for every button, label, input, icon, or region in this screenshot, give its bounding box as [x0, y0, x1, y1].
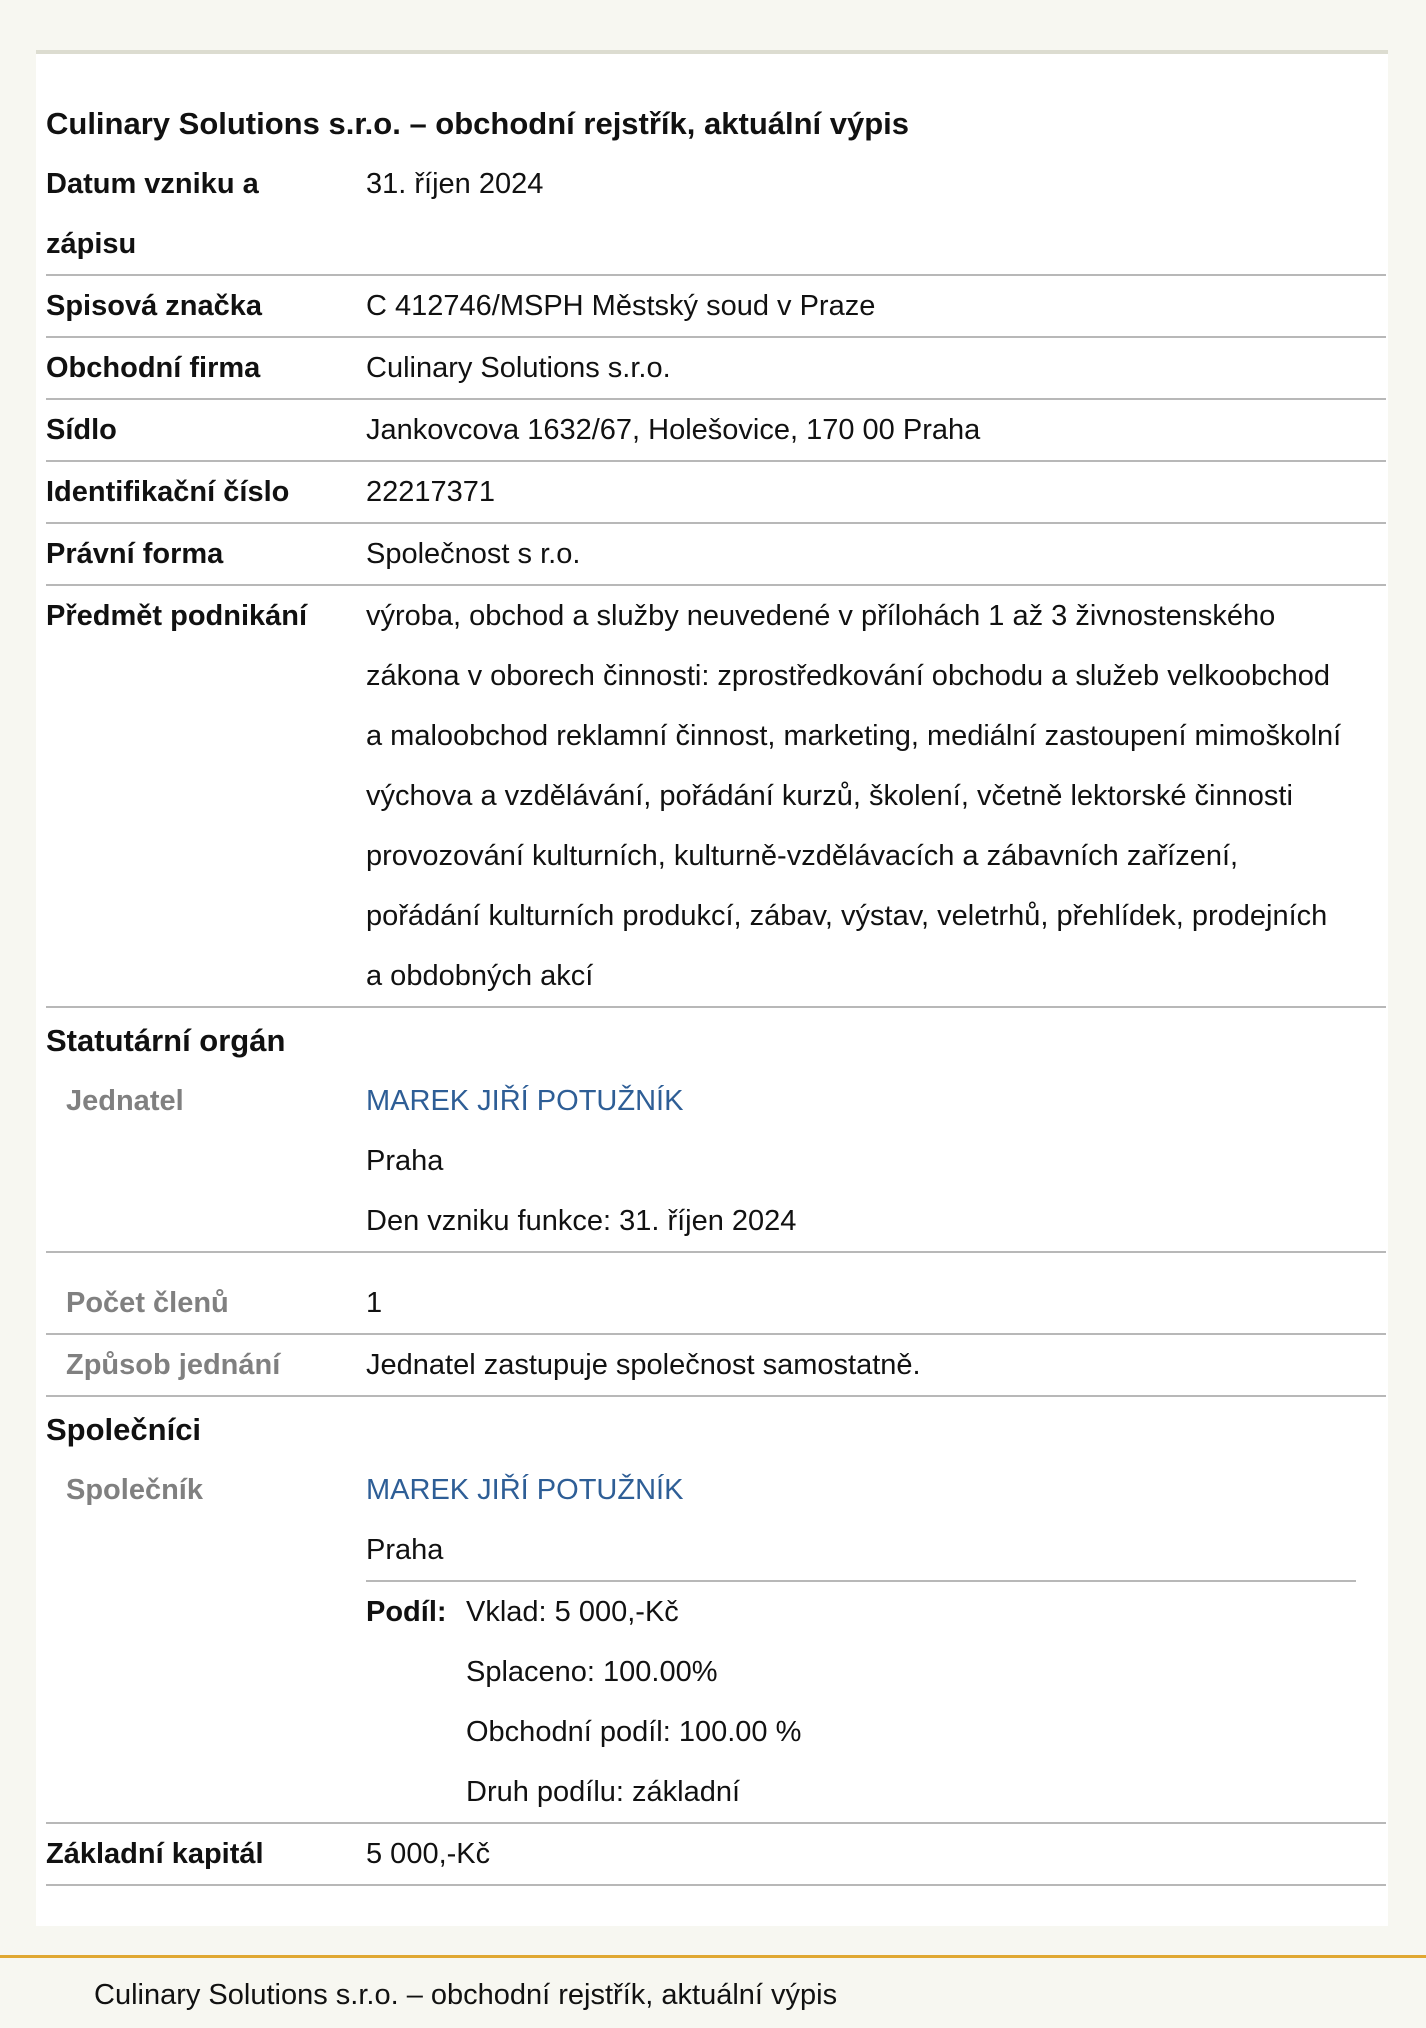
- row-value: Jankovcova 1632/67, Holešovice, 170 00 Praha: [366, 414, 981, 446]
- row-pravni-forma: [46, 524, 1386, 586]
- text-line: a maloobchod reklamní činnost, marketing, mediální zastoupení mimoškolní: [366, 720, 1342, 752]
- row-sidlo: [46, 400, 1386, 462]
- row-label: Základní kapitál: [46, 1838, 264, 1870]
- row-label: Sídlo: [46, 414, 117, 446]
- text-line: pořádání kulturních produkcí, zábav, výstav, veletrhů, přehlídek, prodejních: [366, 900, 1328, 932]
- share-label: Podíl:: [366, 1596, 447, 1628]
- row-zakladni-kapital: [46, 1824, 1386, 1886]
- row-label: Právní forma: [46, 538, 224, 570]
- row-identifikacni-cislo: [46, 462, 1386, 524]
- row-jednatel: [46, 1071, 1386, 1253]
- row-sublabel: Společník: [66, 1474, 203, 1506]
- person-link[interactable]: MAREK JIŘÍ POTUŽNÍK: [366, 1085, 684, 1117]
- row-value: 31. říjen 2024: [366, 168, 544, 200]
- text-line: výchova a vzdělávání, pořádání kurzů, školení, včetně lektorské činnosti: [366, 780, 1293, 812]
- row-label: Obchodní firma: [46, 352, 261, 384]
- text-line: provozování kulturních, kulturně-vzdělávacích a zábavních zařízení,: [366, 840, 1239, 872]
- share-druh: Druh podílu: základní: [466, 1776, 741, 1808]
- row-obchodni-firma: [46, 338, 1386, 400]
- share-obchodni-podil: Obchodní podíl: 100.00 %: [466, 1716, 802, 1748]
- document-title: Culinary Solutions s.r.o. – obchodní rejstřík, aktuální výpis: [46, 106, 910, 141]
- row-value: 22217371: [366, 476, 496, 508]
- label-line: zápisu: [46, 228, 137, 260]
- row-value: [366, 586, 1386, 1006]
- row-value: 1: [366, 1287, 383, 1319]
- section-heading-spolecnici: Společníci: [46, 1412, 202, 1447]
- row-value: [366, 1460, 1386, 1822]
- row-sublabel: Způsob jednání: [66, 1349, 281, 1381]
- person-city: Praha: [366, 1145, 444, 1177]
- row-sublabel: Jednatel: [66, 1085, 184, 1117]
- share-values: [466, 1582, 801, 1822]
- row-label: Předmět podnikání: [46, 600, 308, 632]
- row-value: Jednatel zastupuje společnost samostatně.: [366, 1349, 921, 1381]
- share-vklad: Vklad: 5 000,-Kč: [466, 1596, 679, 1628]
- row-value: Společnost s r.o.: [366, 538, 581, 570]
- row-label: Identifikační číslo: [46, 476, 290, 508]
- row-label: [46, 154, 366, 274]
- row-predmet-podnikani: [46, 586, 1386, 1008]
- row-label: Spisová značka: [46, 290, 262, 322]
- row-pocet-clenu: [46, 1253, 1386, 1335]
- row-value: 5 000,-Kč: [366, 1838, 491, 1870]
- person-link[interactable]: MAREK JIŘÍ POTUŽNÍK: [366, 1474, 684, 1506]
- function-since: Den vzniku funkce: 31. říjen 2024: [366, 1205, 797, 1237]
- share-splaceno: Splaceno: 100.00%: [466, 1656, 718, 1688]
- text-line: výroba, obchod a služby neuvedené v přílohách 1 až 3 živnostenského: [366, 600, 1276, 632]
- row-datum-vzniku: [46, 154, 1386, 276]
- row-sublabel: Počet členů: [66, 1287, 229, 1319]
- row-spisova-znacka: [46, 276, 1386, 338]
- text-line: a obdobných akcí: [366, 960, 594, 992]
- register-extract: [46, 94, 1386, 1886]
- share-details: [366, 1582, 1386, 1822]
- row-zpusob-jednani: [46, 1335, 1386, 1397]
- row-value: C 412746/MSPH Městský soud v Praze: [366, 290, 876, 322]
- row-spolecnik: [46, 1460, 1386, 1824]
- label-line: Datum vzniku a: [46, 168, 259, 200]
- row-value: [366, 1071, 1386, 1251]
- text-line: zákona v oborech činnosti: zprostředkování obchodu a služeb velkoobchod: [366, 660, 1331, 692]
- footer-title: Culinary Solutions s.r.o. – obchodní rejstřík, aktuální výpis: [94, 1979, 838, 2011]
- row-value: Culinary Solutions s.r.o.: [366, 352, 671, 384]
- person-city: Praha: [366, 1534, 444, 1566]
- section-heading-statutarni: Statutární orgán: [46, 1023, 286, 1058]
- document-panel: [36, 50, 1388, 1926]
- footer-rule: [0, 1955, 1426, 1958]
